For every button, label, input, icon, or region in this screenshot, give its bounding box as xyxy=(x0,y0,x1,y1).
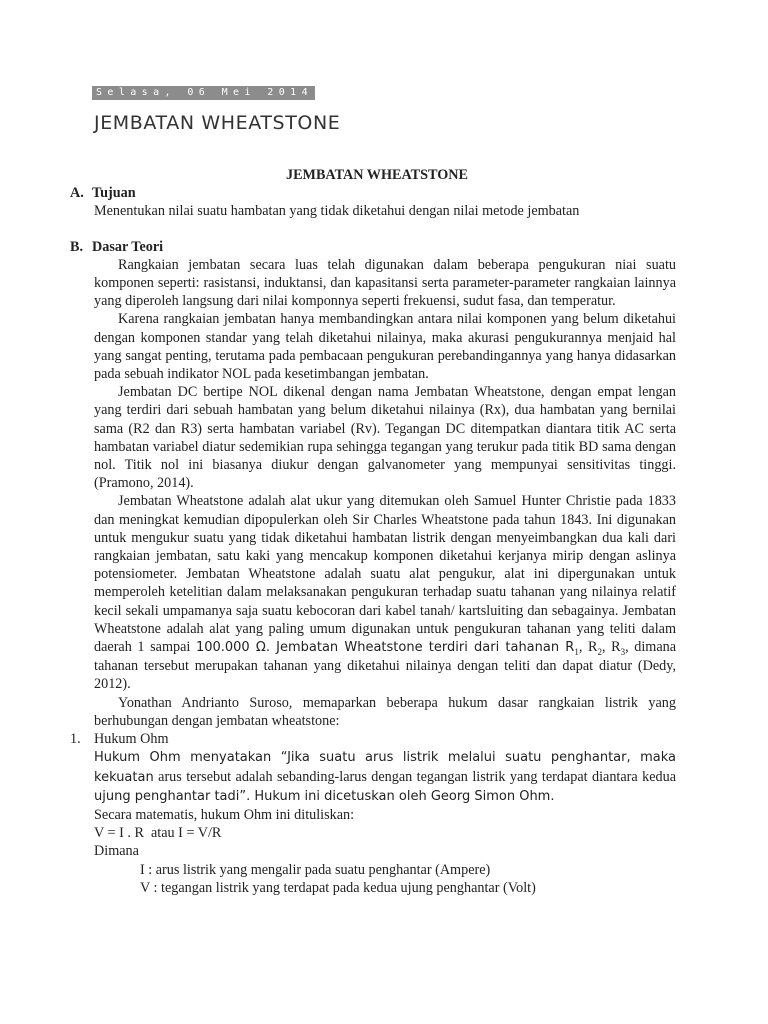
subscript-3: 3 xyxy=(620,646,626,657)
paragraph-4-main: Jembatan Wheatstone adalah alat ukur yang ditemukan oleh Samuel Hunter Christie pada 1833 dan meningkat kemudian dipopulerkan oleh Sir Charles Wheatstone pada tahun 1843. Ini digunakan untuk mengukur suatu yang tidak diketahui hambatan listrik dengan menyeimbangkan dua kali dari rangkaian jembatan, satu kaki yang mencakup komponen diketahui kerjanya mirip dengan aslinya potensiometer. Jembatan Wheatstone adalah suatu alat pengukur, alat ini dipergunakan untuk memperoleh ketelitian dalam melaksanakan pengukuran terhadap suatu tahanan yang nilainya relatif kecil sekali umpamanya saja suatu kebocoran dari kabel tanah/ kartsluiting dan sebagainya. Jembatan Wheatstone adalah alat yang paling umum digunakan untuk pengukuran tahanan yang teliti dalam daerah 1 sampai xyxy=(94,493,676,656)
section-b-heading xyxy=(70,238,676,256)
section-b-number: B. xyxy=(70,238,84,255)
paragraph-4-resistor-text: 100.000 Ω. Jembatan Wheatstone terdiri dari tahanan R xyxy=(195,640,575,656)
r3-prefix: , R xyxy=(601,639,621,656)
paragraph-1: Rangkaian jembatan secara luas telah digunakan dalam beberapa pengukuran niai suatu komponen seperti: rasistansi, induktansi, dan kapasitansi serta parameter-parameter rangkaian lainnya yang diperoleh langsung dari nilai komponnya seperti frekuensi, sudut fasa, dan temperatur. xyxy=(94,256,676,310)
document-title: JEMBATAN WHEATSTONE xyxy=(286,167,468,183)
post-date: Selasa, 06 Mei 2014 xyxy=(92,86,315,100)
subscript-2: 2 xyxy=(597,646,602,657)
ohm-statement-end: ujung penghantar tadi”. Hukum ini dicetuskan oleh Georg Simon Ohm. xyxy=(94,788,555,804)
ohm-statement xyxy=(70,748,676,806)
ohm-list-heading xyxy=(70,730,676,748)
blog-post-title[interactable]: JEMBATAN WHEATSTONE xyxy=(94,112,341,134)
section-a-text: Menentukan nilai suatu hambatan yang tidak diketahui dengan nilai metode jembatan xyxy=(94,203,580,220)
ohm-statement-start: Hukum Ohm menyatakan “Jika suatu arus listrik melalui suatu penghantar, maka kekuatan xyxy=(94,750,676,785)
r2-prefix: , R xyxy=(578,639,598,656)
math-intro: Secara matematis, hukum Ohm ini dituliskan: xyxy=(94,806,355,823)
paragraph-2: Karena rangkaian jembatan hanya membandingkan antara nilai komponen yang belum diketahui dengan komponen standar yang telah diketahui nilainya, maka akurasi pengukurannya menjaid hal yang sangat penting, terutama pada pembacaan pengukuran perebandingannya yang hanya didasarkan pada sebuah indikator NOL pada kesetimbangan jembatan. xyxy=(94,311,676,383)
ohm-list-title: Hukum Ohm xyxy=(94,731,169,748)
paragraph-4 xyxy=(70,492,676,693)
where-label: Dimana xyxy=(94,843,139,860)
subscript-1: 1 xyxy=(574,646,579,657)
section-b-title: Dasar Teori xyxy=(92,238,164,255)
section-a-number: A. xyxy=(70,185,84,202)
paragraph-5: Yonathan Andrianto Suroso, memaparkan beberapa hukum dasar rangkaian listrik yang berhubungan dengan jembatan wheatstone: xyxy=(94,694,676,729)
definition-voltage: V : tegangan listrik yang terdapat pada kedua ujung penghantar (Volt) xyxy=(140,879,536,896)
definition-current: I : arus listrik yang mengalir pada suatu penghantar (Ampere) xyxy=(140,861,491,878)
ohm-formula: V = I . R atau I = V/R xyxy=(94,825,222,842)
section-a-heading xyxy=(70,184,676,202)
ohm-statement-middle: arus tersebut adalah sebanding-larus dengan tegangan listrik yang terdapat diantara kedua xyxy=(158,768,676,785)
paragraph-4-end: , dimana tahanan tersebut merupakan tahanan yang diketahui nilainya dengan teliti dan dapat diatur (Dedy, 2012). xyxy=(94,639,677,693)
document-body xyxy=(70,166,676,897)
section-a-title: Tujuan xyxy=(92,185,136,202)
ohm-list-number: 1. xyxy=(70,731,81,748)
paragraph-3: Jembatan DC bertipe NOL dikenal dengan nama Jembatan Wheatstone, dengan empat lengan yang terdiri dari sebuah hambatan yang belum diketahui nilainya (Rx), dua hambatan yang bernilai sama (R2 dan R3) serta hambatan variabel (Rv). Tegangan DC ditempatkan diantara titik AC serta hambatan variabel diatur sedemikian rupa sehingga tegangan yang terukur pada titik BD sama dengan nol. Titik nol ini biasanya diukur dengan galvanometer yang mempunyai sensitivitas tinggi. (Pramono, 2014). xyxy=(94,384,676,492)
